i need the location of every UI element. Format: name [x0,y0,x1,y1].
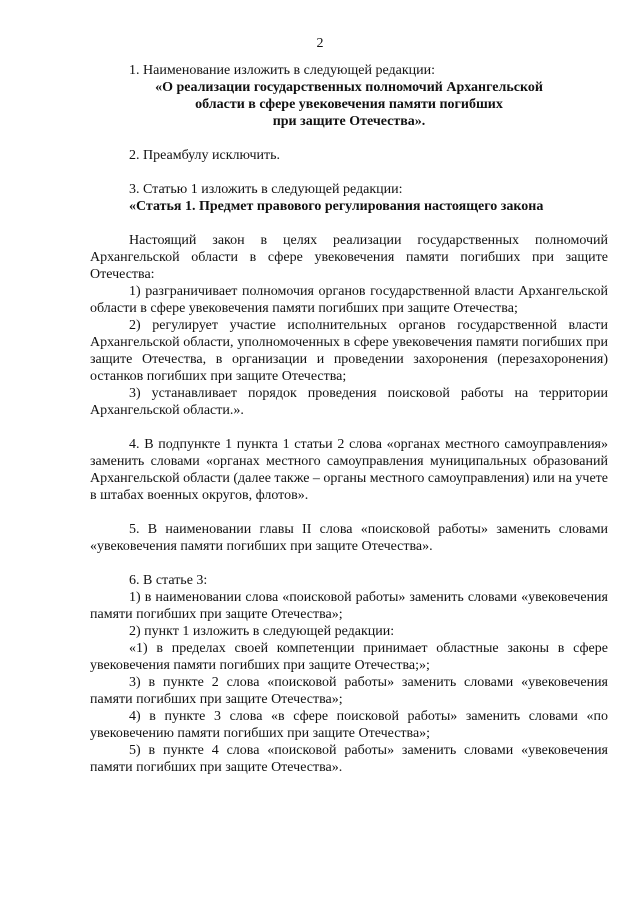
spacer [90,419,608,436]
item-6-point-4: 4) в пункте 3 слова «в сфере поисковой работы» заменить словами «по увековечению памяти погибших при защите Отечества»; [90,709,608,741]
article-1-point-2: 2) регулирует участие исполнительных органов государственной власти Архангельской области, уполномоченных в сфере увековечения памяти погибших при защите Отечества, в организации и проведении захоронения (перезахоронения) останков погибших при защите Отечества; [90,318,608,384]
item-1-title-line-1: «О реализации государственных полномочий Архангельской [155,80,543,95]
item-2: 2. Преамбулу исключить. [129,148,280,163]
item-5: 5. В наименовании главы II слова «поисковой работы» заменить словами «увековечения памяти погибших при защите Отечества». [90,522,608,554]
spacer [90,130,608,147]
item-6-point-1: 1) в наименовании слова «поисковой работы» заменить словами «увековечения памяти погибших при защите Отечества»; [90,590,608,622]
item-6-point-3: 3) в пункте 2 слова «поисковой работы» заменить словами «увековечения памяти погибших при защите Отечества»; [90,675,608,707]
article-1-heading: «Статья 1. Предмет правового регулирования настоящего закона [129,199,544,214]
item-1-title-line-3: при защите Отечества». [272,114,426,129]
item-4: 4. В подпункте 1 пункта 1 статьи 2 слова «органах местного самоуправления» заменить словами «органах местного самоуправления муниципальных образований Архангельской области (далее также – органы местного самоуправления) или на учете в штабах военных округов, флотов». [90,437,609,503]
article-1-intro: Настоящий закон в целях реализации государственных полномочий Архангельской области в сфере увековечения памяти погибших при защите Отечества: [90,233,608,282]
page-number: 2 [316,36,324,51]
item-6: 6. В статье 3: [129,573,208,588]
article-1-point-3: 3) устанавливает порядок проведения поисковой работы на территории Архангельской области.». [90,386,608,418]
spacer [90,215,608,232]
item-3: 3. Статью 1 изложить в следующей редакции: [129,182,403,197]
item-6-point-2-text: «1) в пределах своей компетенции принимает областные законы в сфере увековечения памяти погибших при защите Отечества;»; [90,641,608,673]
item-6-point-2: 2) пункт 1 изложить в следующей редакции: [129,624,395,639]
item-6-point-5: 5) в пункте 4 слова «поисковой работы» заменить словами «увековечения памяти погибших при защите Отечества». [90,743,608,775]
article-1-point-1: 1) разграничивает полномочия органов государственной власти Архангельской области в сфере увековечения памяти погибших при защите Отечества; [90,284,608,316]
item-1-new-title [90,79,608,130]
item-1-title-line-2: области в сфере увековечения памяти погибших [195,97,503,112]
spacer [90,555,608,572]
item-1: 1. Наименование изложить в следующей редакции: [129,63,435,78]
spacer [90,164,608,181]
spacer [90,504,608,521]
document-body [90,62,608,776]
